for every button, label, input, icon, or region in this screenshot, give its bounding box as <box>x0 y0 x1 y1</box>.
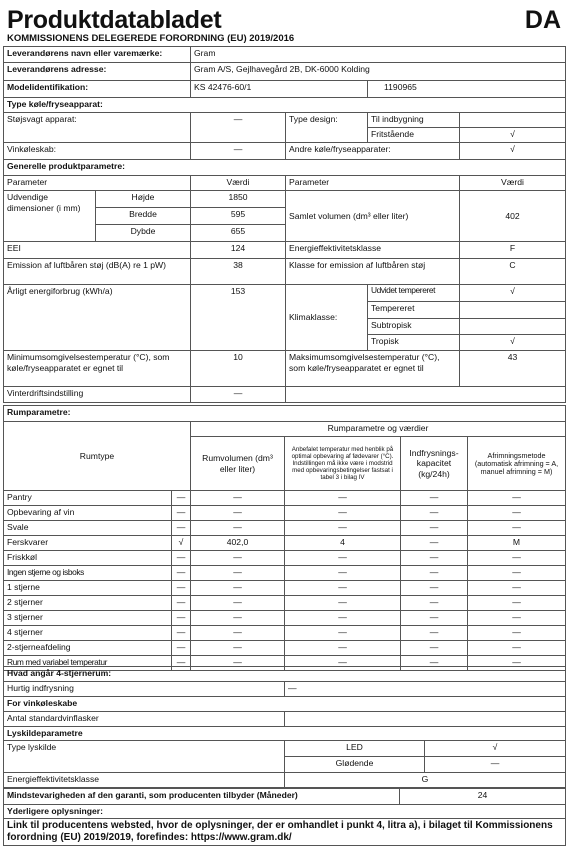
compartment-mark-cell: — <box>172 491 191 506</box>
climate-tropical-label: Tropisk <box>368 335 460 351</box>
supplier-name-label: Leverandørens navn eller varemærke: <box>4 47 191 63</box>
compartment-temp-cell: — <box>285 611 401 626</box>
compartment-row <box>4 506 566 521</box>
compartment-temp-cell: — <box>285 506 401 521</box>
compartment-vol-cell: — <box>191 641 285 656</box>
compartment-freeze-cell: — <box>401 551 468 566</box>
low-noise-label: Støjsvagt apparat: <box>4 113 191 143</box>
compartment-freeze-cell: — <box>401 641 468 656</box>
compartment-vol-cell: — <box>191 656 285 671</box>
compartment-row <box>4 611 566 626</box>
compartment-freeze-cell: — <box>401 611 468 626</box>
compartment-mark-cell: — <box>172 506 191 521</box>
energy-class-value: F <box>460 242 566 259</box>
compartment-mark-cell: — <box>172 566 191 581</box>
compartment-defrost-cell: — <box>468 581 566 596</box>
eei-value: 124 <box>191 242 286 259</box>
compartment-temp-cell: — <box>285 491 401 506</box>
compartment-name-cell: Ferskvarer <box>4 536 172 551</box>
light-type-label: Type lyskilde <box>4 741 285 773</box>
datasheet <box>3 3 565 841</box>
compartment-row <box>4 551 566 566</box>
other-appliance-value: √ <box>460 143 566 160</box>
compartment-mark-cell: — <box>172 626 191 641</box>
min-ambient-temp-value: 10 <box>191 351 286 387</box>
max-ambient-temp-label: Maksimumsomgivelsestemperatur (°C), som køle/fryseapparatet er egnet til <box>286 351 460 387</box>
language-code: DA <box>524 6 561 34</box>
compartment-freeze-cell: — <box>401 521 468 536</box>
compartment-vol-cell: — <box>191 596 285 611</box>
low-noise-value: — <box>191 113 286 143</box>
type-section: Type køle/fryseapparat: <box>4 98 566 113</box>
energy-class-label: Energieffektivitetsklasse <box>286 242 460 259</box>
compartment-table <box>3 405 566 671</box>
noise-class-label: Klasse for emission af luftbåren støj <box>286 259 460 285</box>
freestanding-value: √ <box>460 128 566 143</box>
compartment-row <box>4 491 566 506</box>
compartment-name-cell: 2 stjerner <box>4 596 172 611</box>
compartment-vol-cell: — <box>191 491 285 506</box>
eei-label: EEI <box>4 242 191 259</box>
compartment-row <box>4 536 566 551</box>
climate-extended-temperate-value: √ <box>460 285 566 302</box>
compartment-defrost-cell: — <box>468 566 566 581</box>
warranty-label: Mindstevarigheden af den garanti, som producenten tilbyder (Måneder) <box>4 789 400 805</box>
compartment-freeze-cell: — <box>401 491 468 506</box>
light-energy-class-value: G <box>285 773 566 788</box>
warranty-table <box>3 788 566 846</box>
compartment-vol-cell: — <box>191 566 285 581</box>
builtin-value <box>460 113 566 128</box>
volume-header: Rumvolumen (dm³ eller liter) <box>191 437 285 491</box>
compartment-vol-cell: — <box>191 611 285 626</box>
compartment-freeze-cell: — <box>401 656 468 671</box>
compartment-temp-cell: — <box>285 581 401 596</box>
compartment-freeze-cell: — <box>401 596 468 611</box>
compartment-mark-cell: √ <box>172 536 191 551</box>
compartment-vol-cell: — <box>191 551 285 566</box>
compartment-row <box>4 641 566 656</box>
compartment-temp-cell: — <box>285 551 401 566</box>
depth-value: 655 <box>191 225 286 242</box>
compartment-mark-cell: — <box>172 551 191 566</box>
wine-bottles-value <box>285 712 566 727</box>
parameter-header: Parameter <box>4 176 191 191</box>
compartment-name-cell: 3 stjerner <box>4 611 172 626</box>
wine-cooler-label: Vinkøleskab: <box>4 143 191 160</box>
other-appliance-label: Andre køle/fryseapparater: <box>286 143 460 160</box>
light-source-section: Lyskildeparametre <box>4 727 566 741</box>
compartment-row <box>4 521 566 536</box>
extra-parameters-table <box>3 666 566 788</box>
compartment-type-header: Rumtype <box>4 422 191 491</box>
noise-emission-label: Emission af luftbåren støj (dB(A) re 1 pW) <box>4 259 191 285</box>
dimensions-label: Udvendige dimensioner (i mm) <box>4 191 96 242</box>
parameter-header-right: Parameter <box>286 176 460 191</box>
compartment-mark-cell: — <box>172 521 191 536</box>
four-star-section: Hvad angår 4-stjernerum: <box>4 667 566 682</box>
wine-bottles-label: Antal standardvinflasker <box>4 712 285 727</box>
min-ambient-temp-label: Minimumsomgivelsestemperatur (°C), som køle/fryseapparatet er egnet til <box>4 351 191 387</box>
compartment-temp-cell: — <box>285 596 401 611</box>
model-value: KS 42476-60/1 <box>191 81 368 98</box>
compartment-params-header: Rumparametre og værdier <box>191 422 566 437</box>
annual-energy-value: 153 <box>191 285 286 351</box>
compartment-row <box>4 626 566 641</box>
compartment-vol-cell: 402,0 <box>191 536 285 551</box>
compartment-defrost-cell: — <box>468 596 566 611</box>
compartment-name-cell: Rum med variabel temperatur <box>4 656 172 671</box>
general-parameters-table <box>3 46 566 403</box>
supplier-address-label: Leverandørens adresse: <box>4 63 191 81</box>
compartment-defrost-cell: — <box>468 611 566 626</box>
compartment-defrost-cell: — <box>468 656 566 671</box>
compartment-temp-cell: — <box>285 566 401 581</box>
compartment-row <box>4 566 566 581</box>
incandescent-label: Glødende <box>285 757 425 773</box>
compartment-mark-cell: — <box>172 656 191 671</box>
compartment-freeze-cell: — <box>401 566 468 581</box>
compartment-defrost-cell: — <box>468 506 566 521</box>
compartment-defrost-cell: — <box>468 641 566 656</box>
compartment-defrost-cell: M <box>468 536 566 551</box>
builtin-label: Til indbygning <box>368 113 460 128</box>
more-info-text: Link til producentens websted, hvor de oplysninger, der er omhandlet i punkt 4, litra a), i bilaget til Kommissionens forordning (EU) 2019/2019, forefindes: https://www.gram.dk/ <box>4 819 566 846</box>
climate-class-label: Klimaklasse: <box>286 285 368 351</box>
more-info-section: Yderligere oplysninger: <box>4 805 566 819</box>
height-label: Højde <box>96 191 191 208</box>
light-energy-class-label: Energieffektivitetsklasse <box>4 773 285 788</box>
climate-temperate-label: Tempereret <box>368 302 460 319</box>
climate-subtropical-value <box>460 319 566 335</box>
max-ambient-temp-value: 43 <box>460 351 566 387</box>
compartment-row <box>4 596 566 611</box>
compartment-freeze-cell: — <box>401 536 468 551</box>
annual-energy-label: Årligt energiforbrug (kWh/a) <box>4 285 191 351</box>
defrost-method-header: Afrimningsmetode (automatisk afrimning = A, manuel afrimning = M) <box>468 437 566 491</box>
climate-tropical-value: √ <box>460 335 566 351</box>
wine-cooler-value: — <box>191 143 286 160</box>
compartment-mark-cell: — <box>172 596 191 611</box>
noise-emission-value: 38 <box>191 259 286 285</box>
compartment-row <box>4 581 566 596</box>
compartment-name-cell: Opbevaring af vin <box>4 506 172 521</box>
noise-class-value: C <box>460 259 566 285</box>
climate-extended-temperate-label: Udvidet tempereret <box>368 285 460 302</box>
regulation-subtitle: KOMMISSIONENS DELEGEREDE FORORDNING (EU) 2019/2016 <box>7 33 295 44</box>
incandescent-value: — <box>425 757 566 773</box>
compartment-defrost-cell: — <box>468 521 566 536</box>
page-title: Produktdatabladet <box>7 6 222 34</box>
supplier-address-value: Gram A/S, Gejlhavegård 2B, DK-6000 Kolding <box>191 63 566 81</box>
compartment-vol-cell: — <box>191 506 285 521</box>
compartment-name-cell: 2-stjerneafdeling <box>4 641 172 656</box>
led-label: LED <box>285 741 425 757</box>
depth-label: Dybde <box>96 225 191 242</box>
model-code: 1190965 <box>368 81 566 98</box>
compartment-mark-cell: — <box>172 581 191 596</box>
compartment-temp-cell: — <box>285 656 401 671</box>
compartment-freeze-cell: — <box>401 506 468 521</box>
compartment-freeze-cell: — <box>401 626 468 641</box>
compartment-freeze-cell: — <box>401 581 468 596</box>
climate-temperate-value <box>460 302 566 319</box>
compartment-name-cell: 4 stjerner <box>4 626 172 641</box>
total-volume-label: Samlet volumen (dm³ eller liter) <box>286 191 460 242</box>
compartment-defrost-cell: — <box>468 626 566 641</box>
warranty-value: 24 <box>400 789 566 805</box>
compartment-defrost-cell: — <box>468 551 566 566</box>
compartment-temp-cell: — <box>285 641 401 656</box>
winter-setting-value: — <box>191 387 286 403</box>
compartment-temp-cell: 4 <box>285 536 401 551</box>
compartment-name-cell: Ingen stjerne og isboks <box>4 566 172 581</box>
design-type-label: Type design: <box>286 113 368 143</box>
compartment-vol-cell: — <box>191 521 285 536</box>
freestanding-label: Fritstående <box>368 128 460 143</box>
compartment-mark-cell: — <box>172 641 191 656</box>
compartment-mark-cell: — <box>172 611 191 626</box>
compartment-name-cell: Friskkøl <box>4 551 172 566</box>
fast-freeze-value: — <box>285 682 566 697</box>
width-label: Bredde <box>96 208 191 225</box>
supplier-name-value: Gram <box>191 47 566 63</box>
led-value: √ <box>425 741 566 757</box>
compartment-section: Rumparametre: <box>4 406 566 422</box>
compartment-name-cell: Svale <box>4 521 172 536</box>
height-value: 1850 <box>191 191 286 208</box>
winter-setting-label: Vinterdriftsindstilling <box>4 387 191 403</box>
model-label: Modelidentifikation: <box>4 81 191 98</box>
compartment-vol-cell: — <box>191 626 285 641</box>
general-section: Generelle produktparametre: <box>4 160 566 176</box>
compartment-vol-cell: — <box>191 581 285 596</box>
compartment-temp-cell: — <box>285 521 401 536</box>
wine-cooler-section: For vinkøleskabe <box>4 697 566 712</box>
compartment-temp-cell: — <box>285 626 401 641</box>
compartment-defrost-cell: — <box>468 491 566 506</box>
climate-subtropical-label: Subtropisk <box>368 319 460 335</box>
compartment-name-cell: 1 stjerne <box>4 581 172 596</box>
recommended-temp-header: Anbefalet temperatur med henblik på optimal opbevaring af fødevarer (°C). Indstillingen må ikke være i modstrid med opbevaringsbetingelser fastsat i tabel 3 i bilag IV <box>285 437 401 491</box>
value-header: Værdi <box>191 176 286 191</box>
freezing-capacity-header: Indfrysnings-kapacitet (kg/24h) <box>401 437 468 491</box>
fast-freeze-label: Hurtig indfrysning <box>4 682 285 697</box>
compartment-name-cell: Pantry <box>4 491 172 506</box>
total-volume-value: 402 <box>460 191 566 242</box>
value-header-right: Værdi <box>460 176 566 191</box>
width-value: 595 <box>191 208 286 225</box>
